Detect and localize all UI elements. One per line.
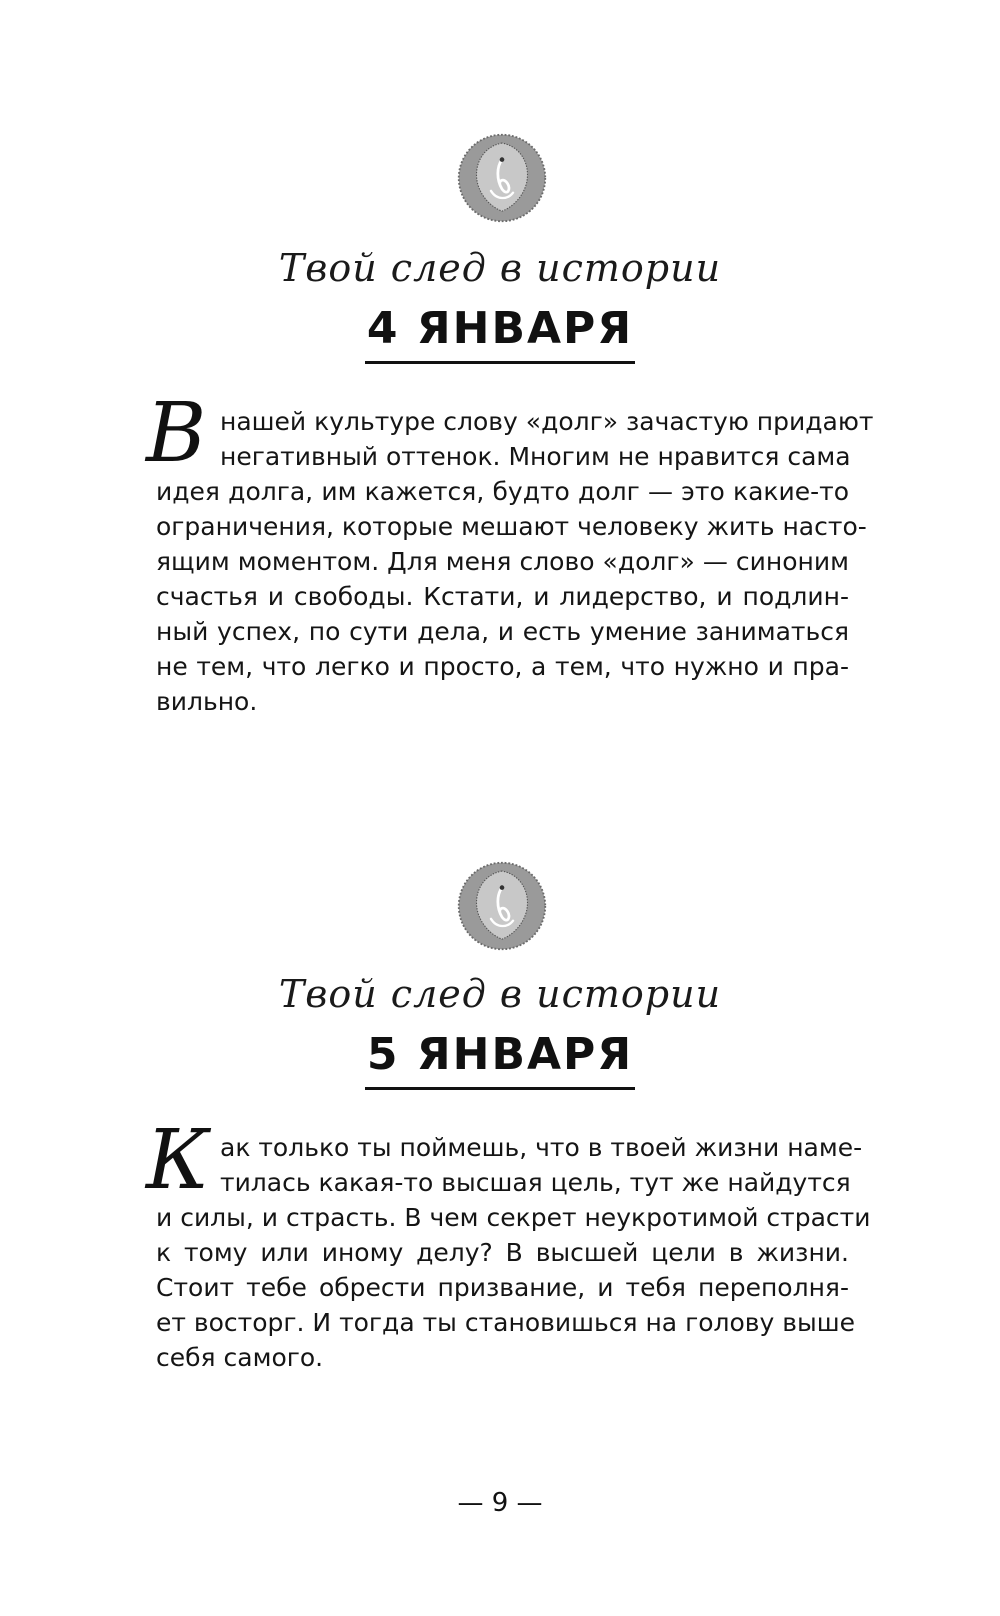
text-line: тилась какая-то высшая цель, тут же найдутся <box>220 1168 851 1197</box>
drop-cap: В <box>146 386 207 481</box>
entry-date-title <box>0 304 1000 364</box>
text-line: себя самого. <box>156 1343 324 1372</box>
text-line: вильно. <box>156 687 258 716</box>
text-line: ак только ты поймешь, что в твоей жизни наме- <box>220 1133 863 1162</box>
entry-date-text: 5 ЯНВАРЯ <box>365 1030 635 1090</box>
drop-cap: К <box>146 1113 210 1208</box>
entry-subtitle: Твой след в истории <box>278 972 722 1016</box>
page-number: — 9 — <box>457 1488 543 1518</box>
entry-body-text <box>156 404 874 719</box>
text-line: идея долга, им кажется, будто долг — это какие-то <box>156 477 849 506</box>
text-line: Стоит тебе обрести призвание, и тебя переполня- <box>156 1273 849 1302</box>
text-line: к тому или иному делу? В высшей цели в жизни. <box>156 1238 849 1267</box>
entry-body-text <box>156 1130 871 1375</box>
entry-subtitle: Твой след в истории <box>278 246 722 290</box>
text-line: ет восторг. И тогда ты становишься на голову выше <box>156 1308 855 1337</box>
entry-date-title <box>0 1030 1000 1090</box>
crane-emblem-icon <box>456 860 548 952</box>
crane-emblem-icon <box>456 132 548 224</box>
entry-date-text: 4 ЯНВАРЯ <box>365 304 635 364</box>
text-line: счастья и свободы. Кстати, и лидерство, и подлин- <box>156 582 849 611</box>
text-line: нашей культуре слову «долг» зачастую придают <box>220 407 874 436</box>
text-line: ящим моментом. Для меня слово «долг» — синоним <box>156 547 849 576</box>
text-line: ограничения, которые мешают человеку жить насто- <box>156 512 867 541</box>
text-line: негативный оттенок. Многим не нравится сама <box>220 442 851 471</box>
text-line: и силы, и страсть. В чем секрет неукротимой страсти <box>156 1203 871 1232</box>
text-line: не тем, что легко и просто, а тем, что нужно и пра- <box>156 652 849 681</box>
text-line: ный успех, по сути дела, и есть умение заниматься <box>156 617 849 646</box>
